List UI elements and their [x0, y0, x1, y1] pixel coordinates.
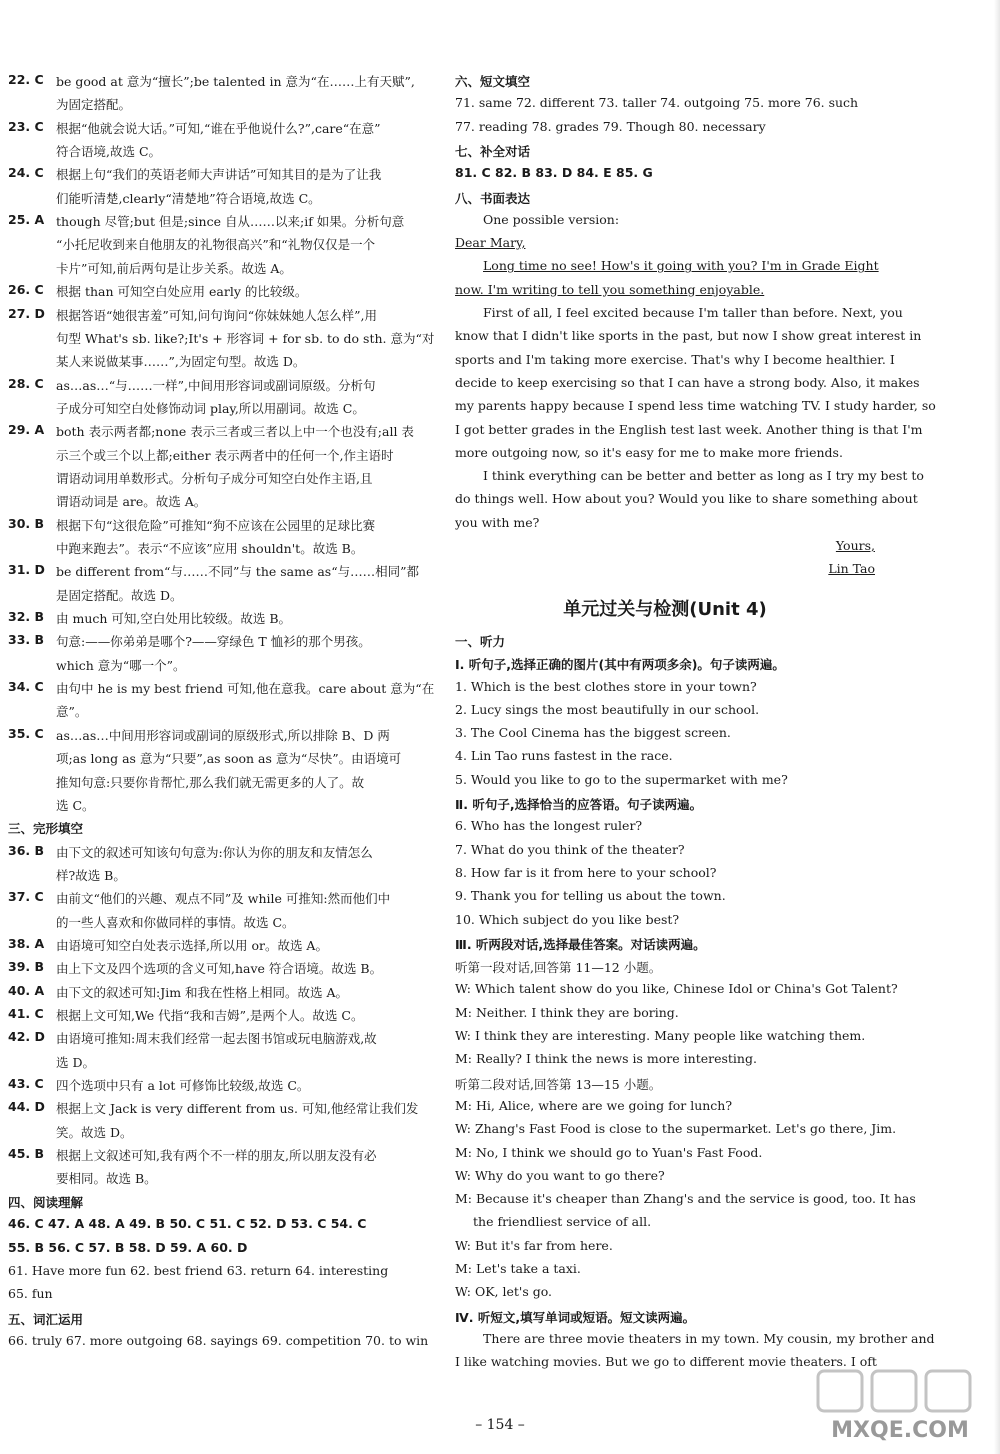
answer-explanation: be different from“与……不同”与 the same as“与……相同”都	[56, 564, 419, 580]
section-heading: 五、词汇运用	[8, 1311, 84, 1327]
text-line: 听第一段对话,回答第 11—12 小题。	[455, 960, 662, 976]
section-heading: Ⅱ. 听句子,选择恰当的应答语。句子读两遍。	[455, 797, 703, 812]
answer-explanation: 根据上文叙述可知,我有两个不一样的朋友,所以朋友没有必	[56, 1148, 377, 1164]
answer-number: 42. D	[8, 1029, 45, 1045]
answer-continuation: 项;as long as 意为“只要”,as soon as 意为“尽快”。由语境可	[56, 751, 402, 767]
answer-explanation: as…as…中间用形容词或副词的原级形式,所以排除 B、D 两	[56, 727, 390, 743]
answer-item	[8, 983, 348, 1001]
answer-continuation: 谓语动词用单数形式。分析句子成分可知空白处作主语,且	[56, 470, 373, 486]
answer-explanation: 根据“他就会说大话。”可知,“谁在乎他说什么?”,care“在意”	[56, 120, 381, 136]
answer-item	[8, 1076, 309, 1094]
answer-item	[8, 562, 419, 580]
answer-explanation: 由句中 he is my best friend 可知,他在意我。care about 意为“在	[56, 681, 435, 697]
answer-explanation: 由语境可推知:周末我们经常一起去图书馆或玩电脑游戏,故	[56, 1031, 377, 1047]
text-line: do things well. How about you? Would you like to share something about	[455, 491, 918, 507]
answer-item	[8, 165, 381, 183]
watermark-logo	[810, 1365, 990, 1445]
answer-explanation: though 尽管;but 但是;since 自从……以来;if 如果。分析句意	[56, 214, 405, 230]
text-line: 听第二段对话,回答第 13—15 小题。	[455, 1076, 662, 1092]
essay-line: Long time no see! How's it going with you? I'm in Grade Eight	[483, 258, 879, 274]
answer-explanation: 由上下文及四个选项的含义可知,have 符合语境。故选 B。	[56, 961, 383, 977]
text-line: my parents happy because I spend less time watching TV. I study harder, so	[455, 398, 936, 414]
answer-continuation: 句型 What's sb. like?;It's + 形容词 + for sb. to do sth. 意为“对	[56, 330, 435, 346]
answer-key-line: 81. C 82. B 83. D 84. E 85. G	[455, 165, 653, 181]
answer-continuation: 选 C。	[56, 797, 95, 813]
answer-continuation: 中跑来跑去”。表示“不应该”应用 shouldn't。故选 B。	[56, 541, 364, 556]
answer-number: 38. A	[8, 935, 45, 951]
answer-explanation: 根据下句“这很危险”可推知“狗不应该在公园里的足球比赛	[56, 517, 376, 533]
answer-continuation: which 意为“哪一个”。	[56, 657, 186, 673]
answer-explanation: 四个选项中只有 a lot 可修饰比较级,故选 C。	[56, 1078, 310, 1094]
answer-number: 36. B	[8, 842, 45, 858]
answer-item	[8, 422, 414, 440]
text-line: 7. What do you think of the theater?	[455, 841, 685, 857]
answer-continuation: 的一些人喜欢和你做同样的事情。故选 C。	[56, 914, 295, 930]
answer-number: 35. C	[8, 725, 44, 741]
text-line: you with me?	[455, 514, 540, 530]
answer-number: 40. A	[8, 982, 45, 998]
answer-item	[8, 889, 390, 907]
answer-explanation: 由下文的叙述可知该句句意为:你认为你的朋友和友情怎么	[56, 844, 373, 860]
text-line: 77. reading 78. grades 79. Though 80. necessary	[455, 118, 766, 134]
text-line: W: OK, let's go.	[455, 1284, 553, 1300]
text-line: M: Really? I think the news is more interesting.	[455, 1051, 757, 1067]
dialogue-line: the friendliest service of all.	[473, 1214, 652, 1230]
paragraph-line: First of all, I feel excited because I'm taller than before. Next, you	[483, 305, 903, 320]
answer-continuation: 要相同。故选 B。	[56, 1171, 157, 1187]
answer-item	[8, 632, 371, 650]
text-line: M: Let's take a taxi.	[455, 1261, 581, 1276]
text-line: W: Which talent show do you like, Chinese Idol or China's Got Talent?	[455, 981, 898, 997]
text-line: 65. fun	[8, 1286, 53, 1302]
answer-item	[8, 679, 434, 697]
answer-number: 31. D	[8, 562, 45, 578]
answer-item	[8, 212, 404, 230]
text-line: M: Neither. I think they are boring.	[455, 1004, 679, 1020]
text-line: 61. Have more fun 62. best friend 63. return 64. interesting	[8, 1262, 389, 1278]
answer-continuation: 卡片”可知,前后两句是让步关系。故选 A。	[56, 260, 292, 276]
text-line: 10. Which subject do you like best?	[455, 911, 680, 927]
section-heading: 七、补全对话	[455, 143, 531, 159]
answer-item	[8, 119, 381, 137]
answer-continuation: 某人来说做某事……”,为固定句型。故选 D。	[56, 354, 306, 370]
answer-continuation: 意”。	[56, 704, 88, 720]
section-heading: 四、阅读理解	[8, 1194, 84, 1210]
answer-explanation: as…as…“与……一样”,中间用形容词或副词原级。分析句	[56, 377, 376, 393]
answer-item	[8, 376, 376, 394]
answer-continuation: 选 D。	[56, 1054, 95, 1070]
answer-number: 24. C	[8, 165, 44, 181]
text-line: W: I think they are interesting. Many people like watching them.	[455, 1028, 866, 1043]
paragraph-line: I think everything can be better and better as long as I try my best to	[483, 468, 924, 484]
answer-explanation: 根据 than 可知空白处应用 early 的比较级。	[56, 284, 308, 300]
answer-item	[8, 609, 291, 627]
section-heading: 六、短文填空	[455, 74, 531, 89]
paragraph-line: One possible version:	[483, 211, 620, 227]
answer-number: 45. B	[8, 1146, 45, 1162]
answer-number: 23. C	[8, 118, 44, 134]
essay-line: Dear Mary,	[455, 235, 526, 251]
signature-line: Yours,	[835, 538, 875, 553]
text-line: 6. Who has the longest ruler?	[455, 818, 643, 834]
answer-continuation: 符合语境,故选 C。	[56, 144, 162, 160]
answer-item	[8, 306, 377, 324]
answer-explanation: 由前文“他们的兴趣、观点不同”及 while 可推知:然而他们中	[56, 891, 391, 907]
text-line: W: But it's far from here.	[455, 1237, 613, 1253]
text-line: decide to keep exercising so that I can have a strong body. Also, it makes	[455, 374, 920, 390]
answer-explanation: 根据上文可知,We 代指“我和吉姆”,是两个人。故选 C。	[56, 1008, 364, 1023]
answer-continuation: 样?故选 B。	[56, 867, 126, 883]
answer-key-line: 46. C 47. A 48. A 49. B 50. C 51. C 52. D 53. C 54. C	[8, 1216, 367, 1232]
answer-number: 29. A	[8, 422, 45, 438]
section-heading: Ⅰ. 听句子,选择正确的图片(其中有两项多余)。句子读两遍。	[455, 657, 785, 673]
essay-line: now. I'm writing to tell you something enjoyable.	[455, 281, 765, 297]
answer-continuation: 示三个或三个以上都;either 表示两者中的任何一个,作主语时	[56, 447, 394, 463]
answer-item	[8, 72, 415, 90]
answer-item	[8, 726, 390, 744]
answer-explanation: 由下文的叙述可知:Jim 和我在性格上相同。故选 A。	[56, 984, 349, 1000]
text-line: 5. Would you like to go to the supermarket with me?	[455, 771, 788, 787]
page-number: – 154 –	[475, 1417, 525, 1433]
answer-continuation: “小托尼收到来自他朋友的礼物很高兴”和“礼物仅仅是一个	[56, 237, 376, 253]
answer-number: 27. D	[8, 305, 45, 321]
section-heading: Ⅳ. 听短文,填写单词或短语。短文读两遍。	[455, 1309, 696, 1325]
text-line: 4. Lin Tao runs fastest in the race.	[455, 748, 673, 764]
text-line: W: Zhang's Fast Food is close to the supermarket. Let's go there, Jim.	[455, 1121, 897, 1137]
answer-continuation: 笑。故选 D。	[56, 1124, 133, 1140]
signature-line: Lin Tao	[828, 561, 875, 577]
text-line: M: No, I think we should go to Yuan's Fast Food.	[455, 1144, 763, 1160]
answer-item	[8, 1006, 363, 1024]
answer-number: 44. D	[8, 1099, 45, 1115]
answer-explanation: 由 much 可知,空白处用比较级。故选 B。	[56, 611, 292, 627]
answer-continuation: 子成分可知空白处修饰动词 play,所以用副词。故选 C。	[56, 400, 365, 416]
answer-number: 43. C	[8, 1076, 44, 1092]
text-line: I got better grades in the English test last week. Another thing is that I'm	[455, 421, 923, 437]
section-heading: 一、听力	[455, 633, 506, 649]
answer-item	[8, 282, 307, 300]
answer-continuation: 为固定搭配。	[56, 97, 132, 113]
answer-number: 41. C	[8, 1006, 44, 1021]
text-line: know that I didn't like sports in the past, but now I show great interest in	[455, 328, 922, 344]
answer-number: 25. A	[8, 212, 45, 228]
text-line: more outgoing now, so it's easy for me to make more friends.	[455, 444, 843, 460]
answer-number: 26. C	[8, 282, 44, 298]
answer-explanation: 由语境可知空白处表示选择,所以用 or。故选 A。	[56, 937, 328, 953]
answer-number: 32. B	[8, 609, 45, 625]
section-heading: 八、书面表达	[455, 190, 531, 206]
answer-continuation: 推知句意:只要你肯帮忙,那么我们就无需更多的人了。故	[56, 774, 365, 790]
text-line: 8. How far is it from here to your school?	[455, 864, 717, 880]
text-line: 66. truly 67. more outgoing 68. sayings 69. competition 70. to win	[8, 1332, 429, 1348]
answer-item	[8, 1146, 376, 1164]
answer-number: 37. C	[8, 889, 44, 905]
answer-explanation: 根据答语“她很害羞”可知,问句询问“你妹妹她人怎么样”,用	[56, 307, 378, 323]
answer-explanation: both 表示两者都;none 表示三者或三者以上中一个也没有;all 表	[56, 424, 414, 440]
answer-number: 34. C	[8, 679, 44, 695]
answer-explanation: 根据上文 Jack is very different from us. 可知,他经常让我们发	[56, 1101, 419, 1117]
answer-number: 39. B	[8, 959, 45, 975]
answer-number: 28. C	[8, 375, 44, 391]
text-line: 9. Thank you for telling us about the town.	[455, 888, 726, 904]
unit-title: 单元过关与检测(Unit 4)	[563, 598, 767, 620]
answer-explanation: 句意:——你弟弟是哪个?——穿绿色 T 恤衫的那个男孩。	[56, 634, 371, 650]
text-line: M: Because it's cheaper than Zhang's and the service is good, too. It has	[455, 1191, 916, 1207]
text-line: M: Hi, Alice, where are we going for lunch?	[455, 1097, 733, 1113]
answer-item	[8, 959, 382, 977]
answer-continuation: 谓语动词是 are。故选 A。	[56, 494, 207, 510]
answer-item	[8, 1099, 418, 1117]
answer-explanation: be good at 意为“擅长”;be talented in 意为“在……上有天赋”,	[56, 74, 415, 89]
answer-continuation: 们能听清楚,clearly“清楚地”符合语境,故选 C。	[56, 190, 321, 206]
answer-number: 33. B	[8, 632, 45, 648]
answer-continuation: 是固定搭配。故选 D。	[56, 587, 183, 603]
text-line: 2. Lucy sings the most beautifully in our school.	[455, 701, 760, 717]
answer-number: 22. C	[8, 72, 44, 87]
paragraph-line: There are three movie theaters in my town. My cousin, my brother and	[483, 1330, 935, 1346]
text-line: 3. The Cool Cinema has the biggest screen.	[455, 725, 731, 741]
svg-text:MXQE.COM: MXQE.COM	[831, 1418, 969, 1443]
answer-item	[8, 843, 373, 861]
answer-item	[8, 936, 328, 954]
answer-item	[8, 516, 375, 534]
text-line: 1. Which is the best clothes store in your town?	[455, 678, 757, 694]
answer-number: 30. B	[8, 515, 45, 531]
section-heading: Ⅲ. 听两段对话,选择最佳答案。对话读两遍。	[455, 936, 706, 952]
answer-key-line: 55. B 56. C 57. B 58. D 59. A 60. D	[8, 1239, 248, 1255]
text-line: W: Why do you want to go there?	[455, 1167, 665, 1183]
scan-edge	[994, 0, 1000, 1454]
answer-item	[8, 1029, 377, 1047]
text-line: sports and I'm taking more exercise. That's why I become healthier. I	[455, 351, 895, 367]
section-heading: 三、完形填空	[8, 821, 84, 837]
answer-explanation: 根据上句“我们的英语老师大声讲话”可知其目的是为了让我	[56, 167, 382, 183]
text-line: I like watching movies. But we go to different movie theaters. I oft	[455, 1354, 877, 1370]
text-line: 71. same 72. different 73. taller 74. outgoing 75. more 76. such	[455, 95, 859, 111]
